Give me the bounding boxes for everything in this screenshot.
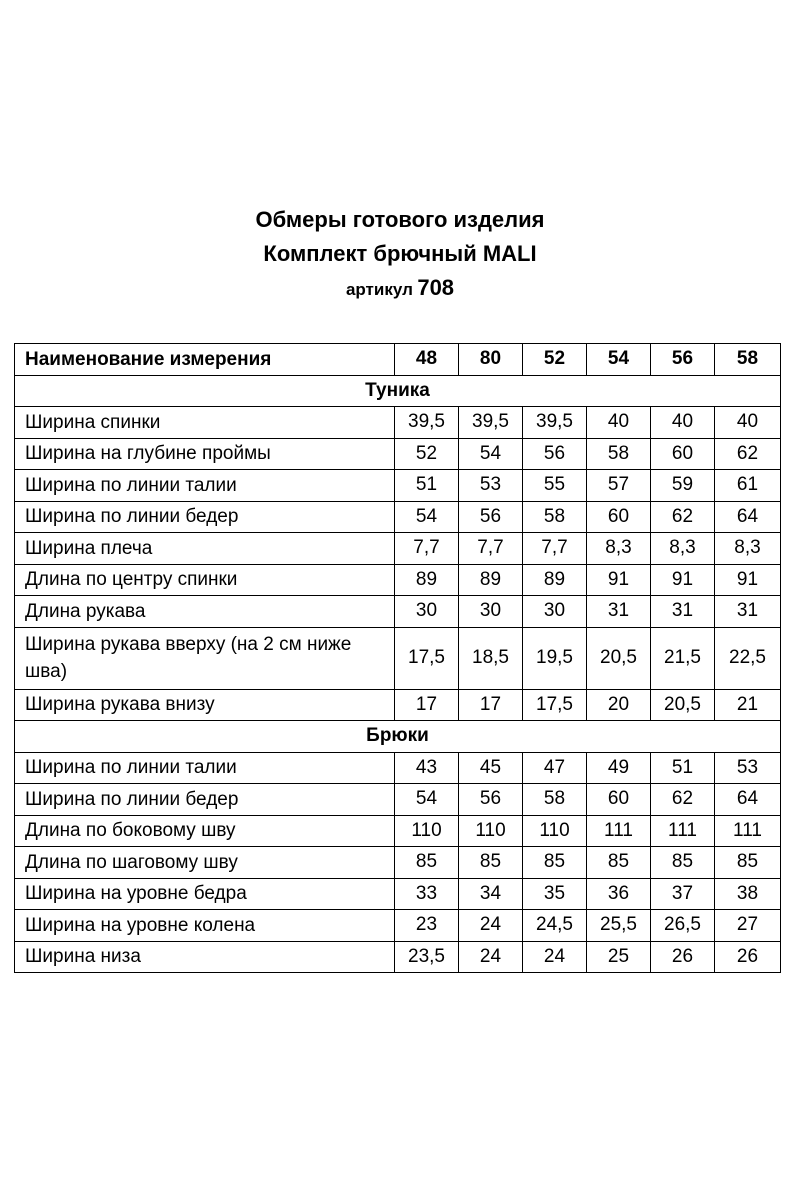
header-size: 52 [523, 344, 587, 376]
measurement-value: 85 [459, 847, 523, 879]
table-row [15, 878, 781, 910]
measurement-value: 39,5 [523, 407, 587, 439]
size-table-body [15, 344, 781, 973]
measurement-value: 26 [651, 941, 715, 973]
measurement-value: 17,5 [523, 689, 587, 721]
measurement-value: 52 [395, 438, 459, 470]
table-row [15, 941, 781, 973]
measurement-value: 51 [395, 470, 459, 502]
measurement-value: 85 [651, 847, 715, 879]
measurement-value: 39,5 [459, 407, 523, 439]
article-label: артикул [345, 280, 413, 299]
measurement-value: 56 [459, 501, 523, 533]
measurement-value: 26 [715, 941, 781, 973]
measurement-value: 53 [715, 752, 781, 784]
measurement-value: 60 [651, 438, 715, 470]
table-row [15, 533, 781, 565]
measurement-value: 36 [587, 878, 651, 910]
measurement-value: 62 [651, 784, 715, 816]
measurement-value: 22,5 [715, 627, 781, 689]
measurement-value: 111 [715, 815, 781, 847]
measurement-value: 49 [587, 752, 651, 784]
measurement-value: 20,5 [651, 689, 715, 721]
measurement-name: Ширина плеча [15, 533, 395, 565]
measurement-value: 110 [395, 815, 459, 847]
measurement-value: 85 [587, 847, 651, 879]
measurement-value: 85 [395, 847, 459, 879]
measurement-value: 85 [715, 847, 781, 879]
measurement-value: 17 [459, 689, 523, 721]
measurement-value: 60 [587, 501, 651, 533]
measurement-value: 17,5 [395, 627, 459, 689]
measurement-value: 54 [395, 784, 459, 816]
measurement-value: 58 [587, 438, 651, 470]
table-row [15, 596, 781, 628]
measurement-value: 110 [459, 815, 523, 847]
measurement-value: 56 [523, 438, 587, 470]
measurement-value: 31 [587, 596, 651, 628]
measurement-value: 17 [395, 689, 459, 721]
measurement-name: Ширина низа [15, 941, 395, 973]
table-row [15, 627, 781, 689]
measurement-name: Ширина по линии бедер [15, 501, 395, 533]
measurement-name: Длина по боковому шву [15, 815, 395, 847]
measurement-value: 25,5 [587, 910, 651, 942]
measurement-value: 21 [715, 689, 781, 721]
section-row [15, 721, 781, 753]
measurement-value: 40 [715, 407, 781, 439]
section-title: Брюки [15, 721, 781, 753]
measurement-value: 91 [715, 564, 781, 596]
table-row [15, 564, 781, 596]
measurement-name: Ширина по линии талии [15, 470, 395, 502]
measurement-value: 53 [459, 470, 523, 502]
measurement-value: 89 [523, 564, 587, 596]
header-size: 48 [395, 344, 459, 376]
measurement-value: 26,5 [651, 910, 715, 942]
section-row [15, 375, 781, 407]
measurement-value: 39,5 [395, 407, 459, 439]
header-size: 54 [587, 344, 651, 376]
measurement-value: 23 [395, 910, 459, 942]
measurement-value: 91 [587, 564, 651, 596]
header-measurement-name: Наименование измерения [15, 344, 395, 376]
table-row [15, 501, 781, 533]
measurement-value: 7,7 [459, 533, 523, 565]
table-row [15, 407, 781, 439]
measurement-value: 45 [459, 752, 523, 784]
measurement-name: Ширина рукава внизу [15, 689, 395, 721]
measurement-value: 111 [587, 815, 651, 847]
measurement-value: 31 [651, 596, 715, 628]
header-size: 58 [715, 344, 781, 376]
table-row [15, 847, 781, 879]
measurement-value: 24,5 [523, 910, 587, 942]
measurement-value: 38 [715, 878, 781, 910]
measurement-value: 60 [587, 784, 651, 816]
measurement-name: Ширина по линии талии [15, 752, 395, 784]
measurement-value: 85 [523, 847, 587, 879]
section-title: Туника [15, 375, 781, 407]
measurement-value: 27 [715, 910, 781, 942]
measurement-name: Ширина рукава вверху (на 2 см ниже шва) [15, 627, 395, 689]
measurement-value: 47 [523, 752, 587, 784]
measurement-value: 21,5 [651, 627, 715, 689]
measurement-value: 31 [715, 596, 781, 628]
measurement-value: 54 [459, 438, 523, 470]
measurement-value: 64 [715, 784, 781, 816]
measurement-value: 35 [523, 878, 587, 910]
measurement-name: Ширина на уровне бедра [15, 878, 395, 910]
measurement-value: 55 [523, 470, 587, 502]
table-row [15, 815, 781, 847]
article-number: 708 [417, 275, 455, 300]
measurement-value: 30 [523, 596, 587, 628]
article-line [0, 271, 800, 308]
measurement-name: Длина по центру спинки [15, 564, 395, 596]
measurement-value: 19,5 [523, 627, 587, 689]
document-subtitle: Комплект брючный MALI [263, 241, 537, 266]
measurement-value: 58 [523, 501, 587, 533]
table-row [15, 689, 781, 721]
measurement-value: 110 [523, 815, 587, 847]
measurement-value: 24 [523, 941, 587, 973]
measurement-name: Ширина на глубине проймы [15, 438, 395, 470]
measurement-value: 7,7 [523, 533, 587, 565]
measurement-value: 111 [651, 815, 715, 847]
measurement-value: 43 [395, 752, 459, 784]
measurement-value: 56 [459, 784, 523, 816]
measurement-value: 89 [459, 564, 523, 596]
measurement-value: 34 [459, 878, 523, 910]
measurement-value: 37 [651, 878, 715, 910]
measurement-value: 30 [459, 596, 523, 628]
measurement-value: 8,3 [587, 533, 651, 565]
size-table [14, 343, 781, 973]
measurement-value: 24 [459, 941, 523, 973]
measurement-value: 24 [459, 910, 523, 942]
measurement-value: 8,3 [651, 533, 715, 565]
document-header [0, 203, 800, 308]
measurement-value: 59 [651, 470, 715, 502]
measurement-value: 7,7 [395, 533, 459, 565]
measurement-name: Длина по шаговому шву [15, 847, 395, 879]
table-row [15, 470, 781, 502]
measurement-name: Длина рукава [15, 596, 395, 628]
measurement-value: 20 [587, 689, 651, 721]
measurement-value: 33 [395, 878, 459, 910]
measurement-value: 61 [715, 470, 781, 502]
measurement-value: 25 [587, 941, 651, 973]
table-row [15, 438, 781, 470]
document-title: Обмеры готового изделия [255, 207, 545, 232]
measurement-value: 62 [651, 501, 715, 533]
measurement-value: 91 [651, 564, 715, 596]
header-size: 80 [459, 344, 523, 376]
measurement-value: 62 [715, 438, 781, 470]
measurement-value: 8,3 [715, 533, 781, 565]
measurement-value: 40 [587, 407, 651, 439]
measurement-value: 18,5 [459, 627, 523, 689]
measurement-value: 54 [395, 501, 459, 533]
measurement-name: Ширина на уровне колена [15, 910, 395, 942]
table-row [15, 784, 781, 816]
measurement-value: 20,5 [587, 627, 651, 689]
table-row [15, 752, 781, 784]
table-header-row [15, 344, 781, 376]
measurement-value: 51 [651, 752, 715, 784]
measurement-value: 58 [523, 784, 587, 816]
measurement-value: 40 [651, 407, 715, 439]
measurement-name: Ширина спинки [15, 407, 395, 439]
header-size: 56 [651, 344, 715, 376]
measurement-value: 57 [587, 470, 651, 502]
measurement-name: Ширина по линии бедер [15, 784, 395, 816]
measurement-value: 23,5 [395, 941, 459, 973]
measurement-value: 89 [395, 564, 459, 596]
measurement-value: 30 [395, 596, 459, 628]
measurement-value: 64 [715, 501, 781, 533]
table-row [15, 910, 781, 942]
